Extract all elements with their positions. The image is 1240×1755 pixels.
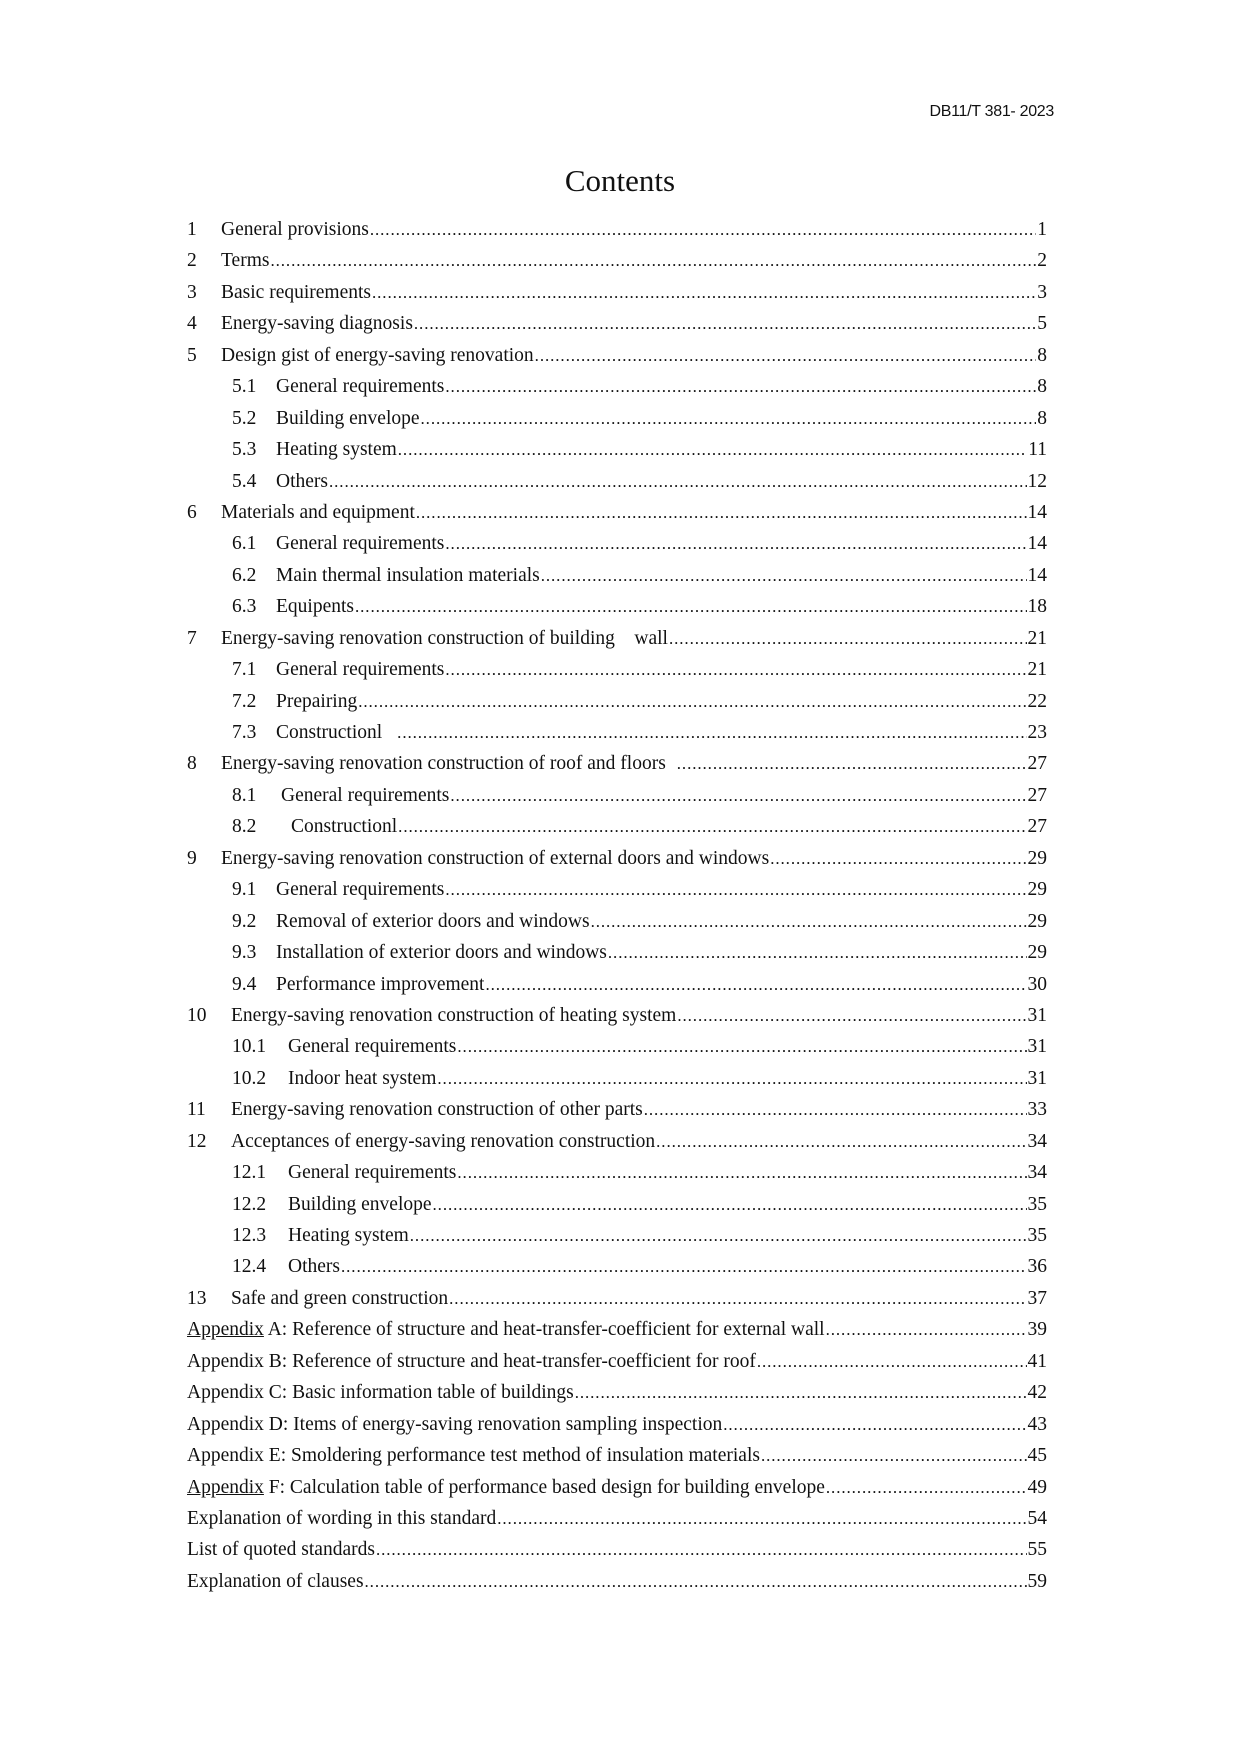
toc-title: Performance improvement bbox=[276, 973, 485, 995]
toc-appendix-b[interactable] bbox=[187, 1346, 1047, 1377]
toc-subentry[interactable] bbox=[187, 906, 1047, 937]
appendix-label: Appendix bbox=[187, 1413, 264, 1435]
dot-leader bbox=[457, 1031, 1026, 1062]
toc-page-number: 31 bbox=[1027, 1004, 1047, 1026]
toc-number: 7.1 bbox=[232, 659, 257, 681]
toc-title: Energy-saving renovation construction of heating system bbox=[231, 1004, 677, 1026]
toc-subentry[interactable] bbox=[187, 780, 1047, 811]
toc-title: F: Calculation table of performance based design for building envelope bbox=[263, 1476, 825, 1498]
dot-leader bbox=[398, 811, 1026, 842]
toc-page-number: 11 bbox=[1028, 439, 1047, 461]
dot-leader bbox=[445, 528, 1026, 559]
dot-leader bbox=[397, 717, 1026, 748]
dot-leader bbox=[449, 1283, 1026, 1314]
toc-page-number: 8 bbox=[1037, 344, 1047, 366]
dot-leader bbox=[723, 1409, 1026, 1440]
document-code-header: DB11/T 381- 2023 bbox=[929, 103, 1054, 120]
toc-number: 8 bbox=[187, 753, 197, 775]
toc-title: General provisions bbox=[221, 219, 369, 240]
toc-subentry[interactable] bbox=[187, 1063, 1047, 1094]
dot-leader bbox=[669, 623, 1027, 654]
dot-leader bbox=[410, 1220, 1027, 1251]
toc-entry[interactable] bbox=[187, 214, 1047, 245]
dot-leader bbox=[826, 1314, 1027, 1345]
toc-appendix-e[interactable] bbox=[187, 1440, 1047, 1471]
toc-number: 2 bbox=[187, 250, 197, 272]
dot-leader bbox=[270, 245, 1036, 276]
toc-title: Energy-saving renovation construction of external doors and windows bbox=[221, 847, 770, 869]
dot-leader bbox=[485, 969, 1026, 1000]
toc-page-number: 12 bbox=[1027, 470, 1047, 492]
toc-title: General requirements bbox=[276, 533, 445, 555]
toc-number: 10.2 bbox=[232, 1067, 267, 1089]
toc-title: Acceptances of energy-saving renovation construction bbox=[231, 1130, 656, 1152]
dot-leader bbox=[644, 1094, 1027, 1125]
toc-title: Others bbox=[288, 1256, 340, 1278]
toc-number: 9.4 bbox=[232, 973, 257, 995]
dot-leader bbox=[372, 277, 1036, 308]
toc-number: 9.2 bbox=[232, 910, 257, 932]
toc-page-number: 22 bbox=[1027, 690, 1047, 712]
appendix-label: Appendix bbox=[187, 1350, 264, 1372]
toc-title: Energy-saving renovation construction of other parts bbox=[231, 1099, 643, 1121]
toc-page-number: 29 bbox=[1027, 910, 1047, 932]
dot-leader bbox=[757, 1346, 1027, 1377]
toc-entry[interactable] bbox=[187, 1283, 1047, 1314]
table-of-contents bbox=[187, 214, 1047, 1597]
toc-subentry[interactable] bbox=[187, 1251, 1047, 1282]
dot-leader bbox=[421, 403, 1037, 434]
toc-subentry[interactable] bbox=[187, 717, 1047, 748]
toc-title: Removal of exterior doors and windows bbox=[276, 910, 590, 932]
toc-appendix-a[interactable] bbox=[187, 1314, 1047, 1345]
toc-page-number: 21 bbox=[1027, 659, 1047, 681]
dot-leader bbox=[575, 1377, 1027, 1408]
toc-number: 6.2 bbox=[232, 564, 257, 586]
toc-number: 6 bbox=[187, 501, 197, 523]
toc-title: Basic requirements bbox=[221, 281, 371, 303]
toc-title: C: Basic information table of buildings bbox=[263, 1382, 574, 1404]
appendix-label: Appendix bbox=[187, 1476, 264, 1498]
toc-number: 12 bbox=[187, 1130, 207, 1152]
toc-number: 10 bbox=[187, 1004, 207, 1026]
toc-page-number: 2 bbox=[1037, 250, 1047, 272]
toc-title: Building envelope bbox=[276, 407, 420, 429]
toc-title: Building envelope bbox=[288, 1193, 432, 1215]
toc-subentry[interactable] bbox=[187, 528, 1047, 559]
toc-title: A: Reference of structure and heat-transfer-coefficient for external wall bbox=[263, 1319, 825, 1341]
toc-page-number: 31 bbox=[1027, 1036, 1047, 1058]
toc-page-number: 29 bbox=[1027, 879, 1047, 901]
toc-title: List of quoted standards bbox=[187, 1539, 375, 1561]
toc-page-number: 29 bbox=[1027, 942, 1047, 964]
dot-leader bbox=[535, 340, 1037, 371]
toc-number: 4 bbox=[187, 313, 197, 335]
toc-number: 7.3 bbox=[232, 722, 257, 743]
toc-page-number: 18 bbox=[1027, 596, 1047, 618]
dot-leader bbox=[541, 560, 1027, 591]
toc-page-number: 54 bbox=[1027, 1507, 1047, 1529]
toc-title: D: Items of energy-saving renovation sampling inspection bbox=[263, 1413, 723, 1435]
toc-number: 9 bbox=[187, 847, 197, 869]
toc-number: 7 bbox=[187, 627, 197, 649]
toc-entry[interactable] bbox=[187, 1126, 1047, 1157]
toc-title: General requirements bbox=[276, 659, 445, 681]
toc-title: Design gist of energy-saving renovation bbox=[221, 344, 534, 366]
toc-number: 8.1 bbox=[232, 784, 257, 806]
toc-page-number: 34 bbox=[1027, 1130, 1047, 1152]
toc-page-number: 49 bbox=[1027, 1476, 1047, 1498]
toc-page-number: 14 bbox=[1027, 564, 1047, 586]
toc-appendix-c[interactable] bbox=[187, 1377, 1047, 1408]
toc-appendix-d[interactable] bbox=[187, 1409, 1047, 1440]
toc-title: Constructionl bbox=[276, 722, 383, 743]
toc-page-number: 1 bbox=[1037, 219, 1047, 240]
toc-appendix-f[interactable] bbox=[187, 1472, 1047, 1503]
toc-number: 7.2 bbox=[232, 690, 257, 712]
toc-subentry[interactable] bbox=[187, 874, 1047, 905]
toc-page-number: 14 bbox=[1027, 533, 1047, 555]
toc-subentry[interactable] bbox=[187, 434, 1047, 465]
toc-number: 3 bbox=[187, 281, 197, 303]
toc-entry[interactable] bbox=[187, 623, 1047, 654]
toc-subentry[interactable] bbox=[187, 1157, 1047, 1188]
toc-number: 1 bbox=[187, 219, 197, 240]
toc-subentry[interactable] bbox=[187, 560, 1047, 591]
toc-number: 9.3 bbox=[232, 942, 257, 964]
toc-title: Materials and equipment bbox=[221, 501, 415, 523]
toc-page-number: 27 bbox=[1027, 816, 1047, 838]
appendix-label: Appendix bbox=[187, 1319, 264, 1341]
toc-page-number: 8 bbox=[1037, 407, 1047, 429]
toc-title: Others bbox=[276, 470, 328, 492]
toc-title: Indoor heat system bbox=[288, 1067, 437, 1089]
toc-subentry[interactable] bbox=[187, 466, 1047, 497]
toc-wording-explanation[interactable] bbox=[187, 1503, 1047, 1534]
dot-leader bbox=[445, 654, 1026, 685]
toc-page-number: 55 bbox=[1027, 1539, 1047, 1561]
toc-title: Heating system bbox=[276, 439, 397, 461]
dot-leader bbox=[355, 591, 1027, 622]
toc-subentry[interactable] bbox=[187, 686, 1047, 717]
toc-page-number: 42 bbox=[1027, 1382, 1047, 1404]
toc-number: 5.1 bbox=[232, 376, 257, 398]
toc-subentry[interactable] bbox=[187, 969, 1047, 1000]
toc-page-number: 36 bbox=[1027, 1256, 1047, 1278]
dot-leader bbox=[677, 748, 1027, 779]
toc-number: 9.1 bbox=[232, 879, 257, 901]
dot-leader bbox=[608, 937, 1027, 968]
toc-number: 5.2 bbox=[232, 407, 257, 429]
toc-title: General requirements bbox=[276, 376, 445, 398]
dot-leader bbox=[329, 466, 1027, 497]
toc-entry[interactable] bbox=[187, 1000, 1047, 1031]
toc-title: Equipents bbox=[276, 596, 354, 618]
toc-page-number: 37 bbox=[1027, 1287, 1047, 1309]
toc-number: 13 bbox=[187, 1287, 207, 1309]
toc-number: 8.2 bbox=[232, 816, 257, 838]
toc-page-number: 39 bbox=[1027, 1319, 1047, 1341]
dot-leader bbox=[457, 1157, 1026, 1188]
toc-title: Terms bbox=[221, 250, 270, 272]
toc-number: 6.1 bbox=[232, 533, 257, 555]
toc-page-number: 45 bbox=[1027, 1445, 1047, 1467]
toc-title: General requirements bbox=[288, 1036, 457, 1058]
toc-title: Energy-saving renovation construction of building wall bbox=[221, 627, 668, 649]
toc-entry[interactable] bbox=[187, 1094, 1047, 1125]
toc-number: 5.3 bbox=[232, 439, 257, 461]
toc-title: General requirements bbox=[281, 784, 450, 806]
toc-subentry[interactable] bbox=[187, 591, 1047, 622]
dot-leader bbox=[497, 1503, 1026, 1534]
toc-title: Heating system bbox=[288, 1225, 409, 1246]
appendix-label: Appendix bbox=[187, 1445, 264, 1467]
toc-title: Energy-saving diagnosis bbox=[221, 313, 413, 335]
dot-leader bbox=[414, 308, 1036, 339]
toc-entry[interactable] bbox=[187, 277, 1047, 308]
toc-page-number: 35 bbox=[1027, 1193, 1047, 1215]
dot-leader bbox=[656, 1126, 1026, 1157]
dot-leader bbox=[370, 214, 1036, 245]
dot-leader bbox=[433, 1189, 1027, 1220]
dot-leader bbox=[450, 780, 1026, 811]
toc-title: Explanation of clauses bbox=[187, 1570, 364, 1592]
toc-page-number: 27 bbox=[1027, 753, 1047, 775]
toc-number: 12.2 bbox=[232, 1193, 267, 1215]
toc-clauses-explanation[interactable] bbox=[187, 1566, 1047, 1597]
toc-subentry[interactable] bbox=[187, 403, 1047, 434]
toc-page-number: 5 bbox=[1037, 313, 1047, 335]
dot-leader bbox=[445, 371, 1036, 402]
toc-entry[interactable] bbox=[187, 497, 1047, 528]
toc-entry[interactable] bbox=[187, 245, 1047, 276]
toc-subentry[interactable] bbox=[187, 371, 1047, 402]
toc-title: Prepairing bbox=[276, 690, 358, 712]
toc-number: 10.1 bbox=[232, 1036, 267, 1058]
dot-leader bbox=[437, 1063, 1026, 1094]
toc-page-number: 34 bbox=[1027, 1162, 1047, 1184]
dot-leader bbox=[761, 1440, 1027, 1471]
toc-page-number: 14 bbox=[1027, 501, 1047, 523]
toc-title: Explanation of wording in this standard bbox=[187, 1507, 497, 1529]
toc-entry[interactable] bbox=[187, 308, 1047, 339]
toc-entry[interactable] bbox=[187, 340, 1047, 371]
dot-leader bbox=[398, 434, 1027, 465]
toc-page-number: 30 bbox=[1027, 973, 1047, 995]
dot-leader bbox=[677, 1000, 1026, 1031]
toc-page-number: 27 bbox=[1027, 784, 1047, 806]
dot-leader bbox=[365, 1566, 1027, 1597]
toc-page-number: 35 bbox=[1027, 1225, 1047, 1246]
toc-number: 12.3 bbox=[232, 1225, 267, 1246]
dot-leader bbox=[341, 1251, 1027, 1282]
dot-leader bbox=[376, 1534, 1027, 1565]
toc-page-number: 41 bbox=[1027, 1350, 1047, 1372]
toc-title: Safe and green construction bbox=[231, 1287, 449, 1309]
toc-subentry[interactable] bbox=[187, 654, 1047, 685]
toc-page-number: 29 bbox=[1027, 847, 1047, 869]
dot-leader bbox=[826, 1472, 1027, 1503]
toc-page-number: 8 bbox=[1037, 376, 1047, 398]
dot-leader bbox=[416, 497, 1027, 528]
toc-number: 12.4 bbox=[232, 1256, 267, 1278]
dot-leader bbox=[770, 843, 1026, 874]
toc-number: 5 bbox=[187, 344, 197, 366]
dot-leader bbox=[591, 906, 1027, 937]
toc-entry[interactable] bbox=[187, 843, 1047, 874]
toc-subentry[interactable] bbox=[187, 937, 1047, 968]
toc-title: B: Reference of structure and heat-transfer-coefficient for roof bbox=[263, 1350, 756, 1372]
page-title: Contents bbox=[564, 163, 676, 198]
toc-page-number: 43 bbox=[1027, 1413, 1047, 1435]
toc-page-number: 21 bbox=[1027, 627, 1047, 649]
toc-number: 6.3 bbox=[232, 596, 257, 618]
toc-subentry[interactable] bbox=[187, 1189, 1047, 1220]
toc-quoted-standards[interactable] bbox=[187, 1534, 1047, 1565]
toc-page-number: 23 bbox=[1027, 722, 1047, 743]
toc-title: Constructionl bbox=[291, 816, 398, 838]
toc-number: 5.4 bbox=[232, 470, 257, 492]
toc-title: General requirements bbox=[288, 1162, 457, 1184]
toc-title: General requirements bbox=[276, 879, 445, 901]
toc-title: Installation of exterior doors and windows bbox=[276, 942, 607, 964]
toc-subentry[interactable] bbox=[187, 1031, 1047, 1062]
dot-leader bbox=[445, 874, 1026, 905]
toc-page-number: 33 bbox=[1027, 1099, 1047, 1121]
dot-leader bbox=[358, 686, 1026, 717]
toc-title: Energy-saving renovation construction of roof and floors bbox=[221, 753, 666, 775]
appendix-label: Appendix bbox=[187, 1382, 264, 1404]
toc-page-number: 59 bbox=[1027, 1570, 1047, 1592]
toc-subentry[interactable] bbox=[187, 1220, 1047, 1251]
toc-page-number: 31 bbox=[1027, 1067, 1047, 1089]
toc-number: 11 bbox=[187, 1099, 206, 1121]
toc-title: Main thermal insulation materials bbox=[276, 564, 540, 586]
toc-entry[interactable] bbox=[187, 748, 1047, 779]
toc-subentry[interactable] bbox=[187, 811, 1047, 842]
toc-number: 12.1 bbox=[232, 1162, 267, 1184]
toc-title: E: Smoldering performance test method of insulation materials bbox=[263, 1445, 760, 1467]
toc-page-number: 3 bbox=[1037, 281, 1047, 303]
